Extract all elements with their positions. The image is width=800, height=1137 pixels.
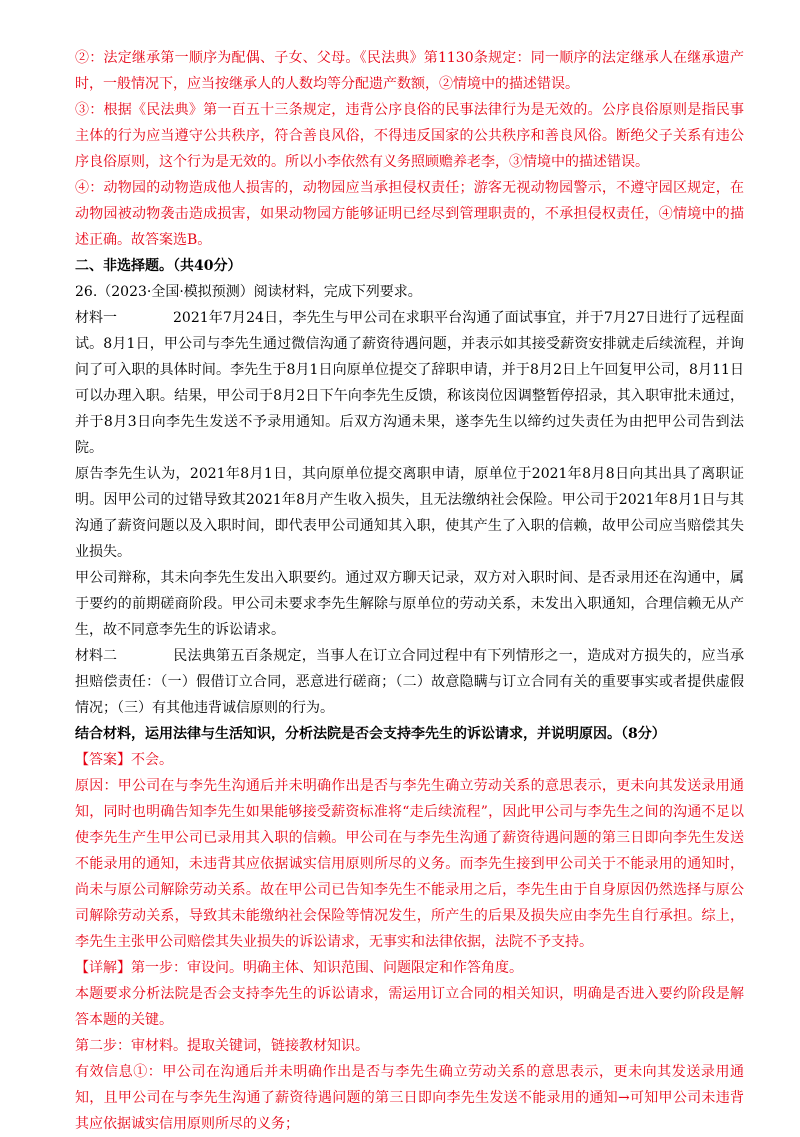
answer-item-2: ②：法定继承第一顺序为配偶、子女、父母。《民法典》第1130条规定：同一顺序的法定继承人在继承遗产时，一般情况下，应当按继承人的人数均等分配遗产数额，②情境中的描述错误。 [75, 50, 744, 92]
answer-line [75, 747, 744, 773]
material2 [75, 643, 744, 721]
material1-p1-text: 2021年7月24日，李先生与甲公司在求职平台沟通了面试事宜，并于7月27日进行了远程面试。8月1日，甲公司与李先生通过微信沟通了薪资待遇问题，并表示如其接受薪资安排就走后续流程，并询问了可入职的具体时间。李先生于8月1日向原单位提交了辞职申请，并于8月2日上午回复甲公司，8月11日可以办理入职。结果，甲公司于8月2日下午向李先生反馈，称该岗位因调整暂停招录，其入职审批未通过，并于8月3日向李先生发送不予录用通知。后双方沟通未果，遂李先生以缔约过失责任为由把甲公司告到法院。 [75, 310, 744, 456]
question-number: 26. [75, 284, 98, 300]
detail-step1: 第一步：审设问。明确主体、知识范围、问题限定和作答角度。 [131, 960, 523, 976]
detail-step1-text: 本题要求分析法院是否会支持李先生的诉讼请求，需运用订立合同的相关知识，明确是否进入要约阶段是解答本题的关键。 [75, 986, 744, 1028]
answer-item-4: ④：动物园的动物造成他人损害的，动物园应当承担侵权责任；游客无视动物园警示，不遵守园区规定，在动物园被动物袭击造成损害，如果动物园方能够证明已经尽到管理职责的，不承担侵权责任，④情境中的描述正确。故答案选B。 [75, 180, 744, 248]
section-title: 二、非选择题。（共40分） [75, 258, 242, 274]
answer-head: 【答案】 [75, 752, 131, 768]
detail-head: 【详解】 [75, 960, 131, 976]
material2-label: 材料二 [75, 648, 117, 664]
answer-reason: 原因：甲公司在与李先生沟通后并未明确作出是否与李先生确立劳动关系的意思表示，更未向其发送录用通知，同时也明确告知李先生如果能够接受薪资标准将“走后续流程”，因此甲公司与李先生之间的沟通不足以使李先生产生甲公司已录用其入职的信赖。甲公司在与李先生沟通了薪资待遇问题的第三日即向李先生发送不能录用的通知，未违背其应依据诚实信用原则所尽的义务。而李先生接到甲公司关于不能录用的通知时，尚未与原公司解除劳动关系。故在甲公司已告知李先生不能录用之后，李先生由于自身原因仍然选择与原公司解除劳动关系，导致其未能缴纳社会保险等情况发生，所产生的后果及损失应由李先生自行承担。综上，李先生主张甲公司赔偿其失业损失的诉讼请求，无事实和法律依据，法院不予支持。 [75, 778, 744, 950]
material2-text: 民法典第五百条规定，当事人在订立合同过程中有下列情形之一，造成对方损失的，应当承担赔偿责任：（一）假借订立合同，恶意进行磋商；（二）故意隐瞒与订立合同有关的重要事实或者提供虚假情况；（三）有其他违背诚信原则的行为。 [75, 648, 744, 716]
question-task: 结合材料，运用法律与生活知识，分析法院是否会支持李先生的诉讼请求，并说明原因。（8分） [75, 726, 666, 742]
material1-label: 材料一 [75, 310, 117, 326]
detail-line [75, 955, 744, 981]
answer-item-3: ③：根据《民法典》第一百五十三条规定，违背公序良俗的民事法律行为是无效的。公序良俗原则是指民事主体的行为应当遵守公共秩序，符合善良风俗，不得违反国家的公共秩序和善良风俗。断绝父子关系有违公序良俗原则，这个行为是无效的。所以小李依然有义务照顾赡养老李，③情境中的描述错误。 [75, 102, 744, 170]
question-intro [75, 279, 744, 305]
answer-verdict: 不会。 [131, 752, 173, 768]
detail-info1: 有效信息①：甲公司在沟通后并未明确作出是否与李先生确立劳动关系的意思表示，更未向其发送录用通知，且甲公司在与李先生沟通了薪资待遇问题的第三日即向李先生发送不能录用的通知→可知甲公司未违背其应依据诚实信用原则所尽的义务； [75, 1064, 744, 1132]
question-source: （2023·全国·模拟预测）阅读材料，完成下列要求。 [97, 284, 422, 300]
material1-p3: 甲公司辩称，其未向李先生发出入职要约。通过双方聊天记录，双方对入职时间、是否录用还在沟通中，属于要约的前期磋商阶段。甲公司未要求李先生解除与原单位的劳动关系，未发出入职通知，合理信赖无从产生，故不同意李先生的诉讼请求。 [75, 570, 744, 638]
material1-p2: 原告李先生认为，2021年8月1日，其向原单位提交离职申请，原单位于2021年8月8日向其出具了离职证明。因甲公司的过错导致其2021年8月产生收入损失，且无法缴纳社会保险。甲公司于2021年8月1日与其沟通了薪资问题以及入职时间，即代表甲公司通知其入职，使其产生了入职的信赖，故甲公司应当赔偿其失业损失。 [75, 466, 744, 560]
material1-p1 [75, 305, 744, 461]
detail-step2: 第二步：审材料。提取关键词，链接教材知识。 [75, 1038, 369, 1054]
